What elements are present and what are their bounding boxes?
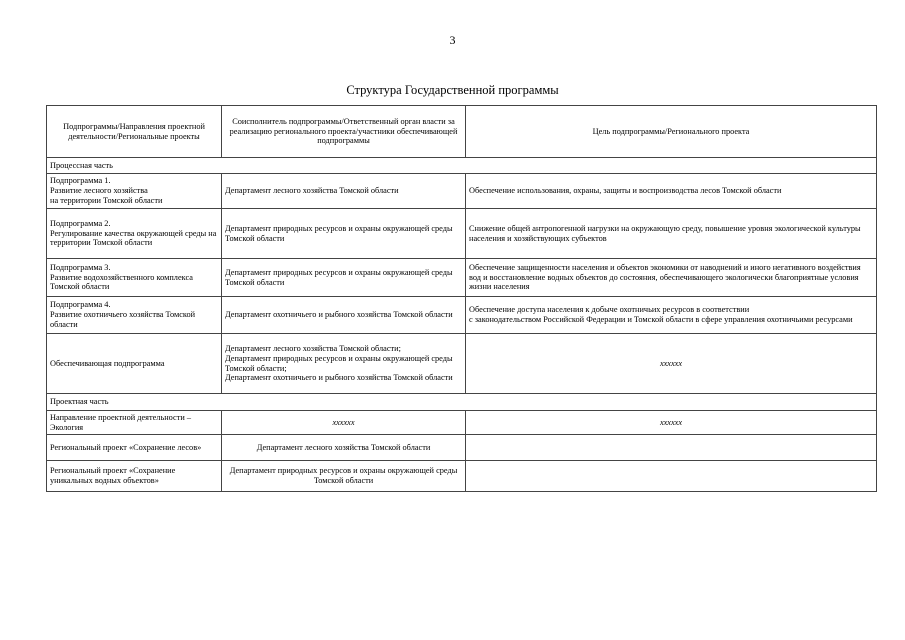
section-row-project <box>47 394 877 411</box>
subprogram-cell: Региональный проект «Сохранение уникальных водных объектов» <box>47 461 222 492</box>
subprogram-cell: Подпрограмма 2. Регулирование качества окружающей среды на территории Томской области <box>47 209 222 259</box>
header-goal: Цель подпрограммы/Регионального проекта <box>466 106 877 158</box>
table-row <box>47 174 877 209</box>
subprogram-cell: Направление проектной деятельности –Экология <box>47 411 222 435</box>
goal-cell: Снижение общей антропогенной нагрузки на окружающую среду, повышение уровня экологической культуры населения и хозяйствующих субъектов <box>466 209 877 259</box>
page-number: 3 <box>449 33 456 47</box>
subprogram-cell: Региональный проект «Сохранение лесов» <box>47 435 222 461</box>
subprogram-cell: Подпрограмма 4. Развитие охотничьего хозяйства Томской области <box>47 297 222 334</box>
subprogram-cell: Подпрограмма 1. Развитие лесного хозяйства на территории Томской области <box>47 174 222 209</box>
executor-cell: Департамент лесного хозяйства Томской области <box>222 174 466 209</box>
section-row-process <box>47 158 877 174</box>
goal-cell: Обеспечение защищенности населения и объектов экономики от наводнений и иного негативного воздействия вод и восстановление водных объектов до состояния, обеспечивающего экологически благоприятные условия жизни населения <box>466 259 877 297</box>
executor-cell: хххххх <box>222 411 466 435</box>
goal-cell <box>466 435 877 461</box>
table-row <box>47 435 877 461</box>
subprogram-cell: Подпрограмма 3. Развитие водохозяйственного комплекса Томской области <box>47 259 222 297</box>
executor-cell: Департамент охотничьего и рыбного хозяйства Томской области <box>222 297 466 334</box>
program-structure-table <box>46 105 877 492</box>
header-executor: Соисполнитель подпрограммы/Ответственный орган власти за реализацию регионального проекта/участники обеспечивающей подпрограммы <box>222 106 466 158</box>
table-row <box>47 209 877 259</box>
table-row <box>47 334 877 394</box>
executor-cell: Департамент природных ресурсов и охраны окружающей среды Томской области <box>222 259 466 297</box>
executor-cell: Департамент лесного хозяйства Томской области; Департамент природных ресурсов и охраны окружающей среды Томской области; Департамент охотничьего и рыбного хозяйства Томской области <box>222 334 466 394</box>
section-label-project: Проектная часть <box>47 394 877 411</box>
table-header-row <box>47 106 877 158</box>
table-row <box>47 411 877 435</box>
table-row <box>47 297 877 334</box>
table-row <box>47 259 877 297</box>
section-label-process: Процессная часть <box>47 158 877 174</box>
goal-cell: хххххх <box>466 411 877 435</box>
table-row <box>47 461 877 492</box>
goal-cell <box>466 461 877 492</box>
goal-cell: Обеспечение доступа населения к добыче охотничьих ресурсов в соответствии с законодательством Российской Федерации и Томской области в сфере управления охотничьими ресурсами <box>466 297 877 334</box>
header-subprograms: Подпрограммы/Направления проектной деятельности/Региональные проекты <box>47 106 222 158</box>
executor-cell: Департамент природных ресурсов и охраны окружающей среды Томской области <box>222 461 466 492</box>
executor-cell: Департамент лесного хозяйства Томской области <box>222 435 466 461</box>
document-title: Структура Государственной программы <box>346 83 559 97</box>
subprogram-cell: Обеспечивающая подпрограмма <box>47 334 222 394</box>
goal-cell: хххххх <box>466 334 877 394</box>
goal-cell: Обеспечение использования, охраны, защиты и воспроизводства лесов Томской области <box>466 174 877 209</box>
executor-cell: Департамент природных ресурсов и охраны окружающей среды Томской области <box>222 209 466 259</box>
